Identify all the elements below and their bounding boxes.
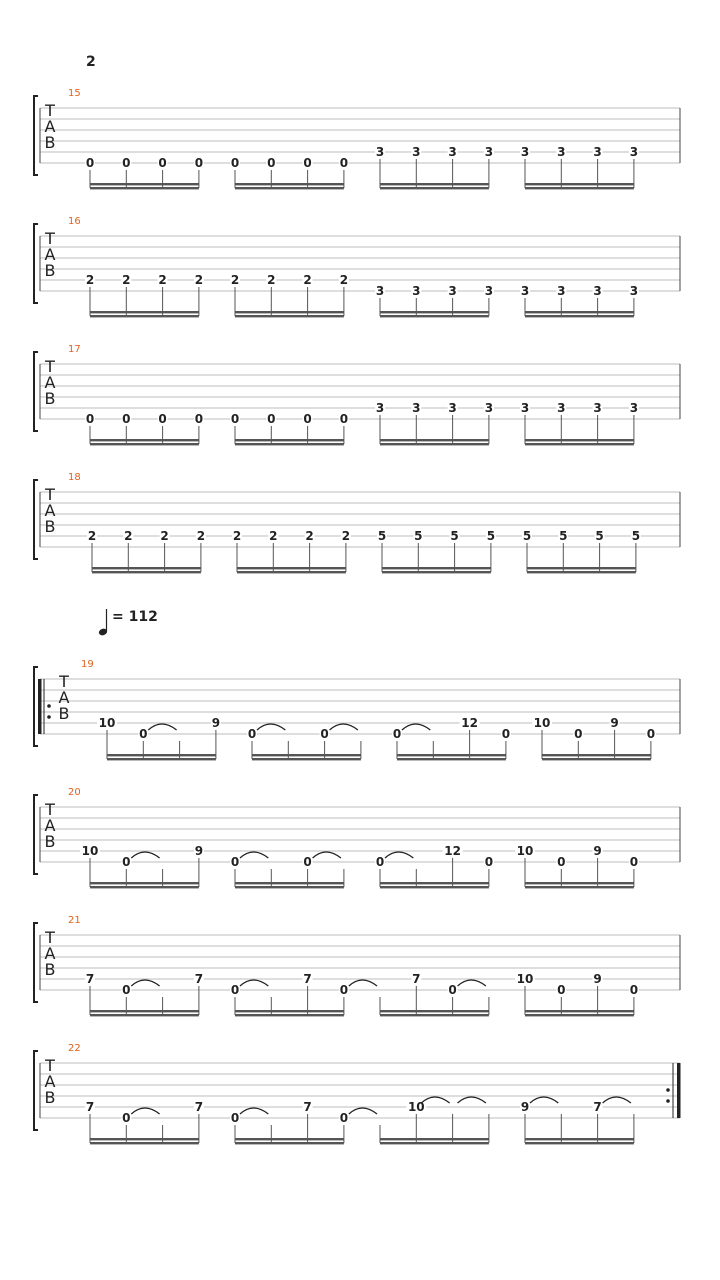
system-bracket [34,480,38,559]
fret-number: 0 [339,156,349,170]
repeat-end-thick-bar [677,1063,681,1118]
tab-staff [0,214,720,324]
fret-number: 0 [629,855,639,869]
repeat-dot [47,704,51,708]
system-bracket [34,224,38,303]
tab-clef-letter: A [44,816,56,835]
fret-number: 0 [501,727,511,741]
fret-number: 2 [122,273,131,287]
fret-number: 0 [158,156,167,170]
fret-number: 0 [230,412,240,426]
beam-primary [90,1010,199,1012]
fret-number: 5 [450,529,459,543]
tab-clef-letter: A [44,501,56,520]
tie-arc [458,980,486,986]
fret-number: 3 [484,284,494,298]
fret-number: 7 [412,972,421,986]
fret-number: 3 [557,401,566,415]
tab-clef-letter: A [58,688,70,707]
tab-staff [0,657,720,767]
fret-number: 2 [85,273,95,287]
tab-clef-letter: T [59,672,69,691]
beam-primary [525,183,634,185]
fret-number: 0 [339,983,349,997]
tab-clef-letter: B [44,261,56,280]
system-4 [0,470,720,580]
tab-clef-letter: T [45,357,55,376]
tie-arc [458,1097,486,1103]
fret-number: 3 [593,401,602,415]
fret-number: 0 [158,412,167,426]
measure-number: 19 [81,659,94,670]
beam-secondary [235,443,344,445]
beam-primary [90,439,199,441]
fret-number: 7 [303,1100,312,1114]
tie-arc [385,852,413,858]
fret-number: 0 [122,412,131,426]
fret-number: 0 [267,156,276,170]
beam-primary [380,882,489,884]
beam-secondary [235,1142,344,1144]
tie-arc [402,724,430,730]
beam-secondary [380,443,489,445]
fret-number: 3 [520,284,530,298]
fret-number: 0 [320,727,329,741]
fret-number: 7 [194,1100,204,1114]
fret-number: 3 [484,145,494,159]
repeat-dot [666,1088,670,1092]
fret-number: 0 [303,156,312,170]
fret-number: 0 [194,412,204,426]
fret-number: 2 [196,529,206,543]
fret-number: 2 [339,273,349,287]
beam-secondary [397,758,506,760]
fret-number: 2 [158,273,167,287]
fret-number: 7 [85,972,95,986]
tie-arc [530,1097,558,1103]
fret-number: 0 [230,855,240,869]
fret-number: 0 [574,727,583,741]
tie-arc [131,980,159,986]
tab-staff [0,1041,720,1151]
measure-number: 22 [68,1043,81,1054]
system-8 [0,1041,720,1151]
tab-clef-letter: B [44,960,56,979]
beam-secondary [235,315,344,317]
fret-number: 5 [486,529,496,543]
tie-arc [349,1108,377,1114]
fret-number: 3 [593,284,602,298]
fret-number: 3 [412,284,421,298]
tie-arc [603,1097,631,1103]
fret-number: 9 [194,844,204,858]
fret-number: 3 [629,401,639,415]
beam-primary [527,567,636,569]
beam-secondary [382,571,491,573]
tie-arc [313,852,341,858]
fret-number: 9 [610,716,619,730]
system-2 [0,214,720,324]
fret-number: 5 [414,529,423,543]
tab-clef-letter: B [44,517,56,536]
tab-staff [0,470,720,580]
beam-secondary [380,187,489,189]
beam-primary [235,1010,344,1012]
fret-number: 5 [595,529,604,543]
beam-secondary [380,886,489,888]
beam-primary [252,754,361,756]
fret-number: 3 [412,401,421,415]
fret-number: 3 [448,145,457,159]
tab-clef-letter: B [44,133,56,152]
fret-number: 12 [444,844,461,858]
beam-secondary [380,1142,489,1144]
fret-number: 2 [269,529,278,543]
fret-number: 5 [631,529,641,543]
beam-primary [525,882,634,884]
beam-primary [235,882,344,884]
tab-clef-letter: B [44,1088,56,1107]
tie-arc [148,724,176,730]
beam-secondary [90,1014,199,1016]
fret-number: 0 [646,727,656,741]
fret-number: 0 [557,855,566,869]
fret-number: 0 [194,156,204,170]
fret-number: 10 [516,844,534,858]
system-5 [0,657,720,767]
fret-number: 9 [593,972,602,986]
beam-primary [90,311,199,313]
tab-clef-letter: T [45,928,55,947]
fret-number: 10 [516,972,534,986]
beam-primary [380,439,489,441]
beam-primary [380,311,489,313]
fret-number: 5 [377,529,387,543]
fret-number: 0 [122,156,131,170]
beam-secondary [90,315,199,317]
fret-number: 2 [124,529,133,543]
beam-primary [90,183,199,185]
fret-number: 2 [160,529,169,543]
beam-primary [380,183,489,185]
repeat-dot [47,715,51,719]
fret-number: 7 [194,972,204,986]
beam-secondary [525,315,634,317]
fret-number: 2 [230,273,240,287]
section-number: 2 [86,54,96,70]
tab-staff [0,913,720,1023]
fret-number: 3 [448,401,457,415]
system-6 [0,785,720,895]
fret-number: 5 [522,529,532,543]
beam-secondary [107,758,216,760]
fret-number: 0 [629,983,639,997]
beam-primary [382,567,491,569]
beam-primary [90,882,199,884]
beam-primary [380,1138,489,1140]
tie-arc [257,724,285,730]
tab-clef-letter: A [44,1072,56,1091]
measure-number: 18 [68,472,81,483]
fret-number: 0 [139,727,148,741]
fret-number: 0 [339,412,349,426]
beam-primary [92,567,201,569]
fret-number: 2 [232,529,242,543]
beam-primary [237,567,346,569]
beam-secondary [235,886,344,888]
fret-number: 2 [194,273,204,287]
tab-clef-letter: B [44,389,56,408]
fret-number: 0 [85,412,95,426]
beam-secondary [525,886,634,888]
tab-clef-letter: T [45,229,55,248]
tempo-marking [98,606,188,646]
beam-secondary [90,443,199,445]
beam-secondary [380,1014,489,1016]
beam-secondary [237,571,346,573]
fret-number: 3 [520,401,530,415]
system-7 [0,913,720,1023]
tie-arc [131,1108,159,1114]
tab-clef-letter: B [44,832,56,851]
tab-staff [0,342,720,452]
tie-arc [240,1108,268,1114]
fret-number: 7 [303,972,312,986]
measure-number: 15 [68,88,81,99]
fret-number: 0 [267,412,276,426]
fret-number: 3 [484,401,494,415]
repeat-start-thick-bar [38,679,42,734]
fret-number: 3 [629,145,639,159]
beam-secondary [90,886,199,888]
repeat-dot [666,1099,670,1103]
tab-clef-letter: T [45,800,55,819]
fret-number: 3 [412,145,421,159]
beam-primary [542,754,651,756]
fret-number: 0 [122,983,131,997]
fret-number: 12 [461,716,478,730]
fret-number: 0 [375,855,385,869]
tab-clef-letter: T [45,1056,55,1075]
fret-number: 0 [230,156,240,170]
fret-number: 2 [303,273,312,287]
beam-primary [235,311,344,313]
beam-secondary [525,443,634,445]
fret-number: 0 [230,983,240,997]
fret-number: 0 [303,855,312,869]
fret-number: 3 [557,284,566,298]
tie-arc [240,852,268,858]
fret-number: 2 [305,529,314,543]
measure-number: 16 [68,216,81,227]
beam-primary [235,439,344,441]
system-bracket [34,352,38,431]
fret-number: 2 [341,529,351,543]
fret-number: 10 [98,716,116,730]
system-3 [0,342,720,452]
tab-staff [0,86,720,196]
fret-number: 9 [593,844,602,858]
beam-secondary [92,571,201,573]
beam-secondary [525,187,634,189]
beam-primary [235,1138,344,1140]
fret-number: 0 [247,727,257,741]
fret-number: 0 [339,1111,349,1125]
fret-number: 2 [267,273,276,287]
tab-clef-letter: T [45,485,55,504]
beam-secondary [235,187,344,189]
fret-number: 0 [303,412,312,426]
tie-arc [240,980,268,986]
fret-number: 3 [375,284,385,298]
tab-clef-letter: A [44,944,56,963]
measure-number: 17 [68,344,81,355]
fret-number: 5 [559,529,568,543]
fret-number: 0 [484,855,494,869]
fret-number: 0 [85,156,95,170]
beam-primary [107,754,216,756]
measure-number: 20 [68,787,81,798]
beam-primary [525,1138,634,1140]
beam-secondary [542,758,651,760]
tab-clef-letter: A [44,373,56,392]
beam-primary [525,1010,634,1012]
fret-number: 0 [557,983,566,997]
fret-number: 2 [87,529,97,543]
fret-number: 10 [533,716,551,730]
fret-number: 0 [392,727,402,741]
beam-secondary [235,1014,344,1016]
beam-primary [525,439,634,441]
beam-primary [90,1138,199,1140]
system-bracket [34,795,38,874]
fret-number: 0 [448,983,457,997]
beam-secondary [90,187,199,189]
tie-arc [131,852,159,858]
beam-secondary [380,315,489,317]
tie-arc [330,724,358,730]
beam-secondary [525,1014,634,1016]
fret-number: 10 [81,844,99,858]
beam-secondary [252,758,361,760]
beam-primary [397,754,506,756]
fret-number: 7 [85,1100,95,1114]
beam-primary [235,183,344,185]
fret-number: 9 [211,716,221,730]
fret-number: 9 [520,1100,530,1114]
beam-primary [525,311,634,313]
tie-arc [349,980,377,986]
system-bracket [34,923,38,1002]
fret-number: 7 [593,1100,602,1114]
system-1 [0,86,720,196]
fret-number: 3 [557,145,566,159]
fret-number: 0 [122,855,131,869]
fret-number: 3 [593,145,602,159]
fret-number: 3 [448,284,457,298]
system-bracket [34,96,38,175]
tab-clef-letter: A [44,117,56,136]
fret-number: 0 [122,1111,131,1125]
system-bracket [34,1051,38,1130]
tab-staff [0,785,720,895]
fret-number: 3 [375,401,385,415]
fret-number: 10 [407,1100,425,1114]
tab-clef-letter: T [45,101,55,120]
system-bracket [34,667,38,746]
tempo-value: = 112 [112,609,158,625]
fret-number: 3 [375,145,385,159]
beam-primary [380,1010,489,1012]
fret-number: 3 [520,145,530,159]
beam-secondary [525,1142,634,1144]
tab-clef-letter: B [58,704,70,723]
beam-secondary [527,571,636,573]
measure-number: 21 [68,915,81,926]
fret-number: 3 [629,284,639,298]
tab-clef-letter: A [44,245,56,264]
beam-secondary [90,1142,199,1144]
fret-number: 0 [230,1111,240,1125]
